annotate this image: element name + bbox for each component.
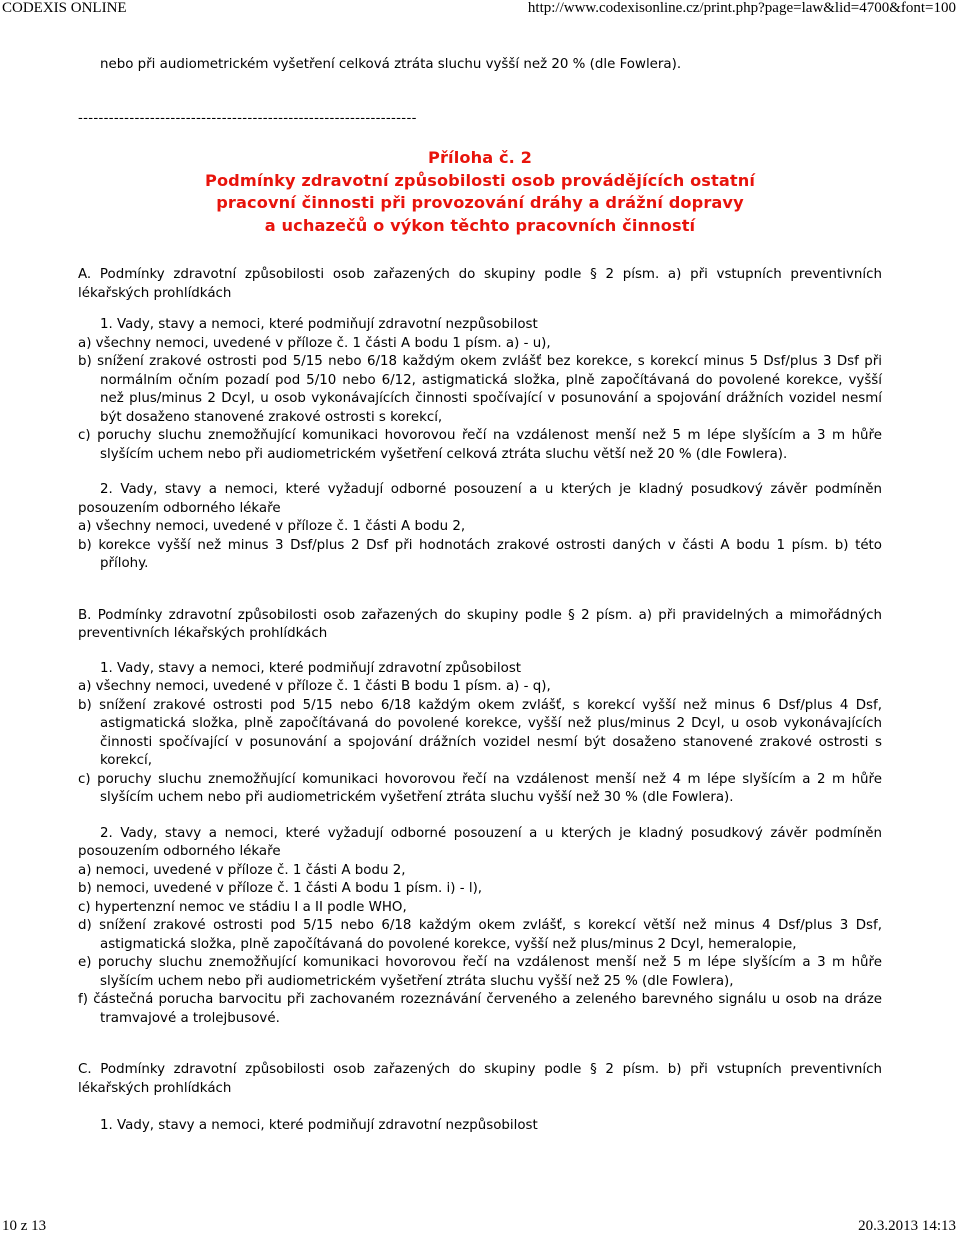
document-body [78, 55, 882, 1136]
annex-number: Příloha č. 2 [428, 148, 532, 167]
section-b-point-2-b: b) nemoci, uvedené v příloze č. 1 části A bodu 1 písm. i) - l), [78, 881, 483, 896]
annex-title-line-3: a uchazečů o výkon těchto pracovních činností [264, 215, 696, 235]
section-b-point-2-c: c) hypertenzní nemoc ve stádiu I a II podle WHO, [78, 899, 407, 915]
annex-title-line-1: Podmínky zdravotní způsobilosti osob provádějících ostatní [204, 170, 755, 190]
section-b-point-2-d: d) snížení zrakové ostrosti pod 5/15 nebo 6/18 každým okem zvlášť, s korekcí větší než minus 4 Dsf/plus 3 Dsf, astigmatická složka, plně započítávaná do povolené korekce, vyšší než plus/minus 2 Dcyl, hemeralopie, [78, 918, 882, 952]
annex-title-line-2: pracovní činnosti při provozování dráhy a drážní dopravy [216, 193, 744, 212]
print-footer [0, 1218, 960, 1236]
section-a-point-1-b: b) snížení zrakové ostrosti pod 5/15 nebo 6/18 každým okem zvlášť bez korekce, s korekcí minus 5 Dsf/plus 3 Dsf při normálním očním pozadí pod 5/10 nebo 6/12, astigmatická složka, plně započítávaná do povolené korekce, vyšší než plus/minus 2 Dcyl, u osob vykonávajících činnosti spočívající v posunování a spojování drážních vozidel nesmí být dosaženo stanovené zrakové ostrosti s korekcí, [78, 354, 882, 425]
section-a-title: A. Podmínky zdravotní způsobilosti osob zařazených do skupiny podle § 2 písm. a) při vstupních preventivních lékařských prohlídkách [78, 267, 882, 301]
section-c-point-1-title: 1. Vady, stavy a nemoci, které podmiňují zdravotní nezpůsobilost [100, 1118, 538, 1133]
section-a-point-2-b: b) korekce vyšší než minus 3 Dsf/plus 2 Dsf při hodnotách zrakové ostrosti daných v části A bodu 1 písm. b) této přílohy. [78, 537, 882, 571]
section-b-point-2-title: 2. Vady, stavy a nemoci, které vyžadují odborné posouzení a u kterých je kladný posudkový závěr podmíněn posouzením odborného lékaře [78, 825, 882, 859]
page-url[interactable]: http://www.codexisonline.cz/print.php?page=law&lid=4700&font=100 [527, 0, 956, 16]
section-c-title: C. Podmínky zdravotní způsobilosti osob zařazených do skupiny podle § 2 písm. b) při vstupních preventivních lékařských prohlídkách [78, 1062, 882, 1096]
page-counter: 10 z 13 [2, 1218, 47, 1234]
section-a-point-1-title: 1. Vady, stavy a nemoci, které podmiňují zdravotní nezpůsobilost [100, 317, 538, 332]
section-b-point-1-c: c) poruchy sluchu znemožňující komunikaci hovorovou řečí na vzdálenost menší než 4 m lépe slyšícím a 2 m hůře slyšícím uchem nebo při audiometrickém vyšetření ztráta sluchu vyšší než 30 % (dle Fowlera). [78, 771, 882, 805]
section-b-point-1-b: b) snížení zrakové ostrosti pod 5/15 nebo 6/18 každým okem zvlášť, s korekcí vyšší než minus 6 Dsf/plus 4 Dsf, astigmatická složka, plně započítávaná do povolené korekce, vyšší než plus/minus 2 Dcyl, u osob vykonávajících činnosti spočívající v posunování a spojování drážních vozidel nesmí být dosaženo stanovené zrakové ostrosti s korekcí, [78, 697, 882, 768]
site-name: CODEXIS ONLINE [2, 0, 127, 16]
section-b-title: B. Podmínky zdravotní způsobilosti osob zařazených do skupiny podle § 2 písm. a) při pravidelných a mimořádných preventivních lékařských prohlídkách [78, 607, 882, 641]
section-b-point-2-e: e) poruchy sluchu znemožňující komunikaci hovorovou řečí na vzdálenost menší než 5 m lépe slyšícím a 3 m hůře slyšícím uchem nebo při audiometrickém vyšetření ztráta sluchu vyšší než 25 % (dle Fowlera), [78, 955, 882, 989]
section-b-point-1-a: a) všechny nemoci, uvedené v příloze č. 1 části B bodu 1 písm. a) - q), [78, 679, 551, 694]
section-a-point-2-title: 2. Vady, stavy a nemoci, které vyžadují odborné posouzení a u kterých je kladný posudkový závěr podmíněn posouzením odborného lékaře [78, 482, 882, 516]
section-b-point-2-f: f) částečná porucha barvocitu při zachovaném rozeznávání červeného a zeleného barevného signálu u osob na dráze tramvajové a trolejbusové. [78, 992, 882, 1026]
continuation-line: nebo při audiometrickém vyšetření celková ztráta sluchu vyšší než 20 % (dle Fowlera). [100, 57, 682, 72]
separator-line: ------------------------------------------------------------------ [78, 111, 417, 126]
annex-heading [78, 147, 882, 237]
print-header [0, 0, 960, 18]
section-b-point-2-a: a) nemoci, uvedené v příloze č. 1 části A bodu 2, [78, 862, 406, 878]
section-c [78, 1061, 882, 1136]
section-a [78, 266, 882, 574]
section-b-point-1-title: 1. Vady, stavy a nemoci, které podmiňují zdravotní způsobilost [100, 660, 522, 676]
print-datetime: 20.3.2013 14:13 [858, 1218, 956, 1234]
section-a-point-2-a: a) všechny nemoci, uvedené v příloze č. 1 části A bodu 2, [78, 519, 466, 534]
section-a-point-1-a: a) všechny nemoci, uvedené v příloze č. 1 části A bodu 1 písm. a) - u), [78, 335, 551, 351]
section-a-point-1-c: c) poruchy sluchu znemožňující komunikaci hovorovou řečí na vzdálenost menší než 5 m lépe slyšícím a 3 m hůře slyšícím uchem nebo při audiometrickém vyšetření celková ztráta sluchu větší než 20 % (dle Fowlera). [78, 428, 882, 462]
section-b [78, 607, 882, 1029]
